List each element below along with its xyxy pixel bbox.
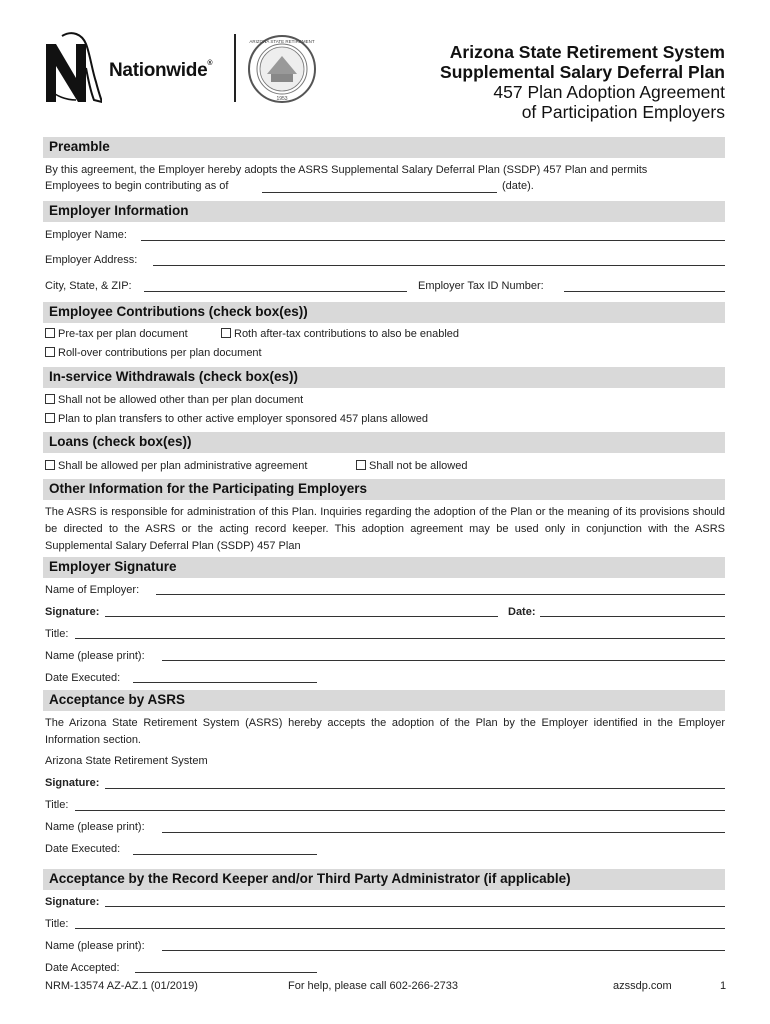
title-line-1: Arizona State Retirement System xyxy=(449,42,725,62)
asrs-print-name-field[interactable] xyxy=(162,832,725,833)
name-of-employer-field[interactable] xyxy=(156,594,725,595)
rk-date-accepted-label: Date Accepted: xyxy=(45,962,120,974)
employer-print-name-label: Name (please print): xyxy=(45,650,145,662)
svg-text:1953: 1953 xyxy=(276,96,288,102)
employer-title-label: Title: xyxy=(45,628,69,640)
other-information-text: The ASRS is responsible for administration of this Plan. Inquiries regarding the adoption of the Plan or the meaning of its provisions should be directed to the ASRS or the acting record keeper. This adoption agreement may be used only in conjunction with the ASRS Supplemental Salary Deferral Plan (SSDP) 457 Plan xyxy=(45,506,725,552)
rk-title-label: Title: xyxy=(45,918,69,930)
section-employee-contributions: Employee Contributions (check box(es)) xyxy=(43,302,725,323)
employer-date-executed-field[interactable] xyxy=(133,682,317,683)
loans-allowed-checkbox[interactable] xyxy=(45,460,55,470)
loans-not-allowed-checkbox[interactable] xyxy=(356,460,366,470)
nationwide-eagle-logo xyxy=(42,30,102,104)
rk-signature-label: Signature: xyxy=(45,896,100,908)
title-line-2: Supplemental Salary Deferral Plan xyxy=(440,62,725,82)
preamble-text-2: Employees to begin contributing as of xyxy=(45,180,229,192)
help-phone: For help, please call 602-266-2733 xyxy=(288,980,459,992)
roth-option[interactable]: Roth after-tax contributions to also be enabled xyxy=(221,328,459,340)
rk-title-field[interactable] xyxy=(75,928,725,929)
tax-id-label: Employer Tax ID Number: xyxy=(418,280,544,292)
rk-date-accepted-field[interactable] xyxy=(135,972,317,973)
plan-transfer-checkbox[interactable] xyxy=(45,413,55,423)
employer-name-field[interactable] xyxy=(141,240,725,241)
name-of-employer-label: Name of Employer: xyxy=(45,584,140,596)
pretax-checkbox[interactable] xyxy=(45,328,55,338)
logo-block xyxy=(42,30,332,106)
asrs-date-executed-label: Date Executed: xyxy=(45,843,121,855)
section-other-information: Other Information for the Participating Employers xyxy=(43,479,725,500)
employer-name-label: Employer Name: xyxy=(45,229,127,241)
tax-id-field[interactable] xyxy=(564,291,725,292)
pretax-option[interactable]: Pre-tax per plan document xyxy=(45,328,188,340)
employer-date-label: Date: xyxy=(508,606,536,618)
asrs-print-name-label: Name (please print): xyxy=(45,821,145,833)
asrs-org-name: Arizona State Retirement System xyxy=(45,755,208,767)
title-line-3: 457 Plan Adoption Agreement xyxy=(493,82,725,102)
section-preamble: Preamble xyxy=(43,137,725,158)
withdrawal-not-allowed-checkbox[interactable] xyxy=(45,394,55,404)
preamble-text-1: By this agreement, the Employer hereby adopts the ASRS Supplemental Salary Deferral Plan (SSDP) 457 Plan and permits xyxy=(45,164,648,176)
withdrawal-not-allowed-option[interactable]: Shall not be allowed other than per plan document xyxy=(45,394,303,406)
asrs-title-label: Title: xyxy=(45,799,69,811)
section-employer-information: Employer Information xyxy=(43,201,725,222)
brand-name: Nationwide® xyxy=(109,60,213,81)
start-date-field[interactable] xyxy=(262,192,497,193)
svg-text:ARIZONA STATE RETIREMENT: ARIZONA STATE RETIREMENT xyxy=(249,39,315,44)
employer-signature-field[interactable] xyxy=(105,616,498,617)
employer-print-name-field[interactable] xyxy=(162,660,725,661)
logo-divider xyxy=(234,34,236,102)
section-loans: Loans (check box(es)) xyxy=(43,432,725,453)
roth-checkbox[interactable] xyxy=(221,328,231,338)
rk-print-name-label: Name (please print): xyxy=(45,940,145,952)
asrs-signature-field[interactable] xyxy=(105,788,725,789)
section-employer-signature: Employer Signature xyxy=(43,557,725,578)
section-withdrawals: In-service Withdrawals (check box(es)) xyxy=(43,367,725,388)
asrs-date-executed-field[interactable] xyxy=(133,854,317,855)
rollover-option[interactable]: Roll-over contributions per plan document xyxy=(45,347,262,359)
page-number: 1 xyxy=(720,980,727,992)
preamble-date-suffix: (date). xyxy=(502,180,534,192)
rk-signature-field[interactable] xyxy=(105,906,725,907)
city-state-zip-field[interactable] xyxy=(144,291,407,292)
employer-address-label: Employer Address: xyxy=(45,254,138,266)
asrs-acceptance-text: The Arizona State Retirement System (ASRS) hereby accepts the adoption of the Plan by the Employer identified in the Employer Information section. xyxy=(45,717,725,746)
employer-date-executed-label: Date Executed: xyxy=(45,672,121,684)
rollover-checkbox[interactable] xyxy=(45,347,55,357)
loans-not-allowed-option[interactable]: Shall not be allowed xyxy=(356,460,467,472)
employer-date-field[interactable] xyxy=(540,616,725,617)
asrs-title-field[interactable] xyxy=(75,810,725,811)
loans-allowed-option[interactable]: Shall be allowed per plan administrative agreement xyxy=(45,460,307,472)
document-title xyxy=(440,42,725,122)
form-id: NRM-13574 AZ-AZ.1 (01/2019) xyxy=(45,980,198,992)
employer-address-field[interactable] xyxy=(153,265,725,266)
city-state-zip-label: City, State, & ZIP: xyxy=(45,280,132,292)
rk-print-name-field[interactable] xyxy=(162,950,725,951)
employer-title-field[interactable] xyxy=(75,638,725,639)
asrs-seal-icon xyxy=(247,34,317,104)
section-acceptance-asrs: Acceptance by ASRS xyxy=(43,690,725,711)
asrs-signature-label: Signature: xyxy=(45,777,100,789)
employer-signature-label: Signature: xyxy=(45,606,100,618)
website-link[interactable]: azssdp.com xyxy=(613,980,672,992)
plan-transfer-option[interactable]: Plan to plan transfers to other active employer sponsored 457 plans allowed xyxy=(45,413,428,425)
section-acceptance-record-keeper: Acceptance by the Record Keeper and/or Third Party Administrator (if applicable) xyxy=(43,869,725,890)
title-line-4: of Participation Employers xyxy=(521,102,725,122)
